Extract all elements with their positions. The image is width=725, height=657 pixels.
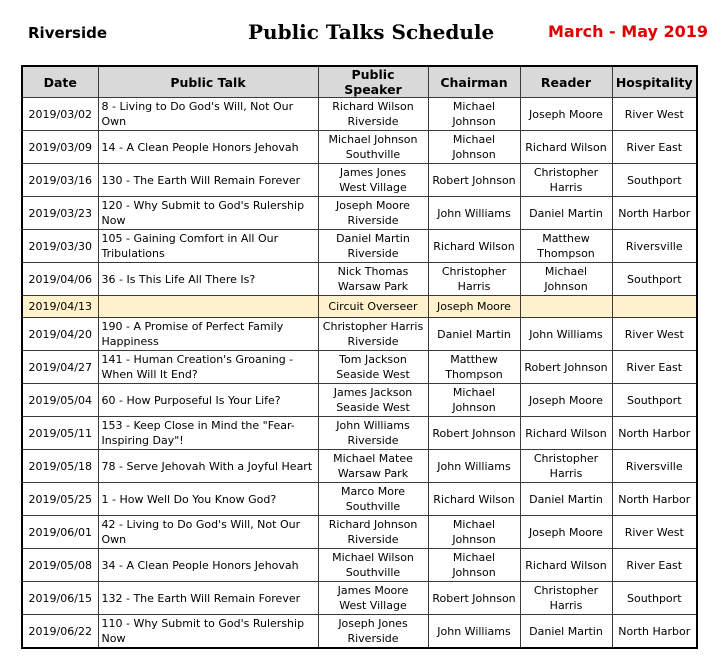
cell-reader: [520, 296, 612, 318]
col-header-public-talk: Public Talk: [98, 66, 318, 98]
schedule-table: [21, 65, 698, 649]
cell-chairman: Richard Wilson: [428, 230, 520, 263]
cell-hospitality: River East: [612, 549, 697, 582]
cell-reader: Joseph Moore: [520, 384, 612, 417]
cell-hospitality: River West: [612, 318, 697, 351]
cell-reader: Michael Johnson: [520, 263, 612, 296]
cell-public-talk: 8 - Living to Do God's Will, Not Our Own: [98, 98, 318, 131]
table-row: [22, 318, 697, 351]
cell-public-speaker: Michael Johnson Southville: [318, 131, 428, 164]
cell-hospitality: North Harbor: [612, 615, 697, 649]
cell-date: 2019/04/06: [22, 263, 98, 296]
table-row: [22, 197, 697, 230]
cell-public-speaker: James Jackson Seaside West: [318, 384, 428, 417]
table-row: [22, 483, 697, 516]
cell-chairman: Michael Johnson: [428, 131, 520, 164]
cell-reader: Richard Wilson: [520, 417, 612, 450]
cell-reader: Matthew Thompson: [520, 230, 612, 263]
cell-chairman: Christopher Harris: [428, 263, 520, 296]
cell-date: 2019/06/01: [22, 516, 98, 549]
cell-public-talk: 190 - A Promise of Perfect Family Happiness: [98, 318, 318, 351]
cell-hospitality: Riversville: [612, 450, 697, 483]
cell-date: 2019/06/15: [22, 582, 98, 615]
cell-public-speaker: Nick Thomas Warsaw Park: [318, 263, 428, 296]
cell-public-speaker: Marco More Southville: [318, 483, 428, 516]
cell-reader: Daniel Martin: [520, 197, 612, 230]
cell-public-talk: 42 - Living to Do God's Will, Not Our Own: [98, 516, 318, 549]
cell-chairman: Richard Wilson: [428, 483, 520, 516]
cell-chairman: Michael Johnson: [428, 549, 520, 582]
cell-chairman: Robert Johnson: [428, 417, 520, 450]
cell-hospitality: Southport: [612, 384, 697, 417]
cell-public-talk: 110 - Why Submit to God's Rulership Now: [98, 615, 318, 649]
cell-date: 2019/05/11: [22, 417, 98, 450]
cell-reader: Robert Johnson: [520, 351, 612, 384]
cell-public-speaker: John Williams Riverside: [318, 417, 428, 450]
cell-reader: Christopher Harris: [520, 164, 612, 197]
cell-public-speaker: Christopher Harris Riverside: [318, 318, 428, 351]
cell-date: 2019/03/16: [22, 164, 98, 197]
table-row: [22, 263, 697, 296]
cell-hospitality: River West: [612, 516, 697, 549]
cell-reader: Joseph Moore: [520, 98, 612, 131]
cell-public-talk: 78 - Serve Jehovah With a Joyful Heart: [98, 450, 318, 483]
table-row: [22, 549, 697, 582]
cell-public-talk: 36 - Is This Life All There Is?: [98, 263, 318, 296]
cell-hospitality: Riversville: [612, 230, 697, 263]
cell-chairman: Michael Johnson: [428, 98, 520, 131]
col-header-public-speaker: Public Speaker: [318, 66, 428, 98]
cell-public-talk: 34 - A Clean People Honors Jehovah: [98, 549, 318, 582]
cell-public-talk: 1 - How Well Do You Know God?: [98, 483, 318, 516]
cell-public-talk: 153 - Keep Close in Mind the "Fear-Inspiring Day"!: [98, 417, 318, 450]
cell-hospitality: [612, 296, 697, 318]
cell-hospitality: Southport: [612, 263, 697, 296]
cell-date: 2019/05/25: [22, 483, 98, 516]
cell-public-speaker: Richard Wilson Riverside: [318, 98, 428, 131]
cell-public-speaker: Circuit Overseer: [318, 296, 428, 318]
cell-hospitality: River East: [612, 351, 697, 384]
cell-public-talk: 120 - Why Submit to God's Rulership Now: [98, 197, 318, 230]
table-row: [22, 615, 697, 649]
cell-public-talk: 14 - A Clean People Honors Jehovah: [98, 131, 318, 164]
cell-public-speaker: Michael Matee Warsaw Park: [318, 450, 428, 483]
col-header-date: Date: [22, 66, 98, 98]
cell-hospitality: River East: [612, 131, 697, 164]
cell-hospitality: Southport: [612, 164, 697, 197]
cell-date: 2019/05/08: [22, 549, 98, 582]
col-header-chairman: Chairman: [428, 66, 520, 98]
cell-public-speaker: Michael Wilson Southville: [318, 549, 428, 582]
table-row: [22, 450, 697, 483]
cell-public-talk: 141 - Human Creation's Groaning - When Will It End?: [98, 351, 318, 384]
cell-chairman: Michael Johnson: [428, 516, 520, 549]
col-header-hospitality: Hospitality: [612, 66, 697, 98]
cell-chairman: John Williams: [428, 197, 520, 230]
cell-date: 2019/05/04: [22, 384, 98, 417]
cell-hospitality: River West: [612, 98, 697, 131]
congregation-name: Riverside: [28, 24, 108, 42]
cell-public-talk: [98, 296, 318, 318]
cell-chairman: Matthew Thompson: [428, 351, 520, 384]
cell-public-speaker: Daniel Martin Riverside: [318, 230, 428, 263]
page-title: Public Talks Schedule: [248, 20, 495, 44]
table-row: [22, 351, 697, 384]
cell-hospitality: North Harbor: [612, 483, 697, 516]
cell-hospitality: North Harbor: [612, 417, 697, 450]
cell-reader: Richard Wilson: [520, 131, 612, 164]
table-row: [22, 98, 697, 131]
cell-reader: Joseph Moore: [520, 516, 612, 549]
cell-reader: Christopher Harris: [520, 582, 612, 615]
cell-public-speaker: Joseph Moore Riverside: [318, 197, 428, 230]
cell-public-speaker: Joseph Jones Riverside: [318, 615, 428, 649]
table-row: [22, 516, 697, 549]
cell-date: 2019/03/09: [22, 131, 98, 164]
cell-chairman: Joseph Moore: [428, 296, 520, 318]
cell-date: 2019/03/23: [22, 197, 98, 230]
cell-public-speaker: James Moore West Village: [318, 582, 428, 615]
table-row: [22, 384, 697, 417]
cell-date: 2019/04/20: [22, 318, 98, 351]
cell-reader: Daniel Martin: [520, 615, 612, 649]
table-header-row: [22, 66, 697, 98]
cell-hospitality: Southport: [612, 582, 697, 615]
cell-reader: Daniel Martin: [520, 483, 612, 516]
table-row: [22, 164, 697, 197]
cell-reader: Christopher Harris: [520, 450, 612, 483]
cell-chairman: Daniel Martin: [428, 318, 520, 351]
table-row: [22, 131, 697, 164]
col-header-reader: Reader: [520, 66, 612, 98]
cell-public-speaker: Richard Johnson Riverside: [318, 516, 428, 549]
cell-chairman: Michael Johnson: [428, 384, 520, 417]
cell-public-speaker: Tom Jackson Seaside West: [318, 351, 428, 384]
cell-date: 2019/06/22: [22, 615, 98, 649]
cell-reader: John Williams: [520, 318, 612, 351]
cell-chairman: John Williams: [428, 450, 520, 483]
cell-reader: Richard Wilson: [520, 549, 612, 582]
cell-date: 2019/03/02: [22, 98, 98, 131]
cell-public-talk: 60 - How Purposeful Is Your Life?: [98, 384, 318, 417]
cell-public-speaker: James Jones West Village: [318, 164, 428, 197]
table-row: [22, 582, 697, 615]
cell-public-talk: 132 - The Earth Will Remain Forever: [98, 582, 318, 615]
table-row: [22, 296, 697, 318]
cell-hospitality: North Harbor: [612, 197, 697, 230]
cell-chairman: John Williams: [428, 615, 520, 649]
schedule-period: March - May 2019: [548, 22, 709, 41]
cell-date: 2019/04/13: [22, 296, 98, 318]
cell-date: 2019/03/30: [22, 230, 98, 263]
cell-chairman: Robert Johnson: [428, 582, 520, 615]
table-row: [22, 230, 697, 263]
cell-public-talk: 105 - Gaining Comfort in All Our Tribulations: [98, 230, 318, 263]
table-row: [22, 417, 697, 450]
cell-chairman: Robert Johnson: [428, 164, 520, 197]
cell-public-talk: 130 - The Earth Will Remain Forever: [98, 164, 318, 197]
cell-date: 2019/05/18: [22, 450, 98, 483]
cell-date: 2019/04/27: [22, 351, 98, 384]
